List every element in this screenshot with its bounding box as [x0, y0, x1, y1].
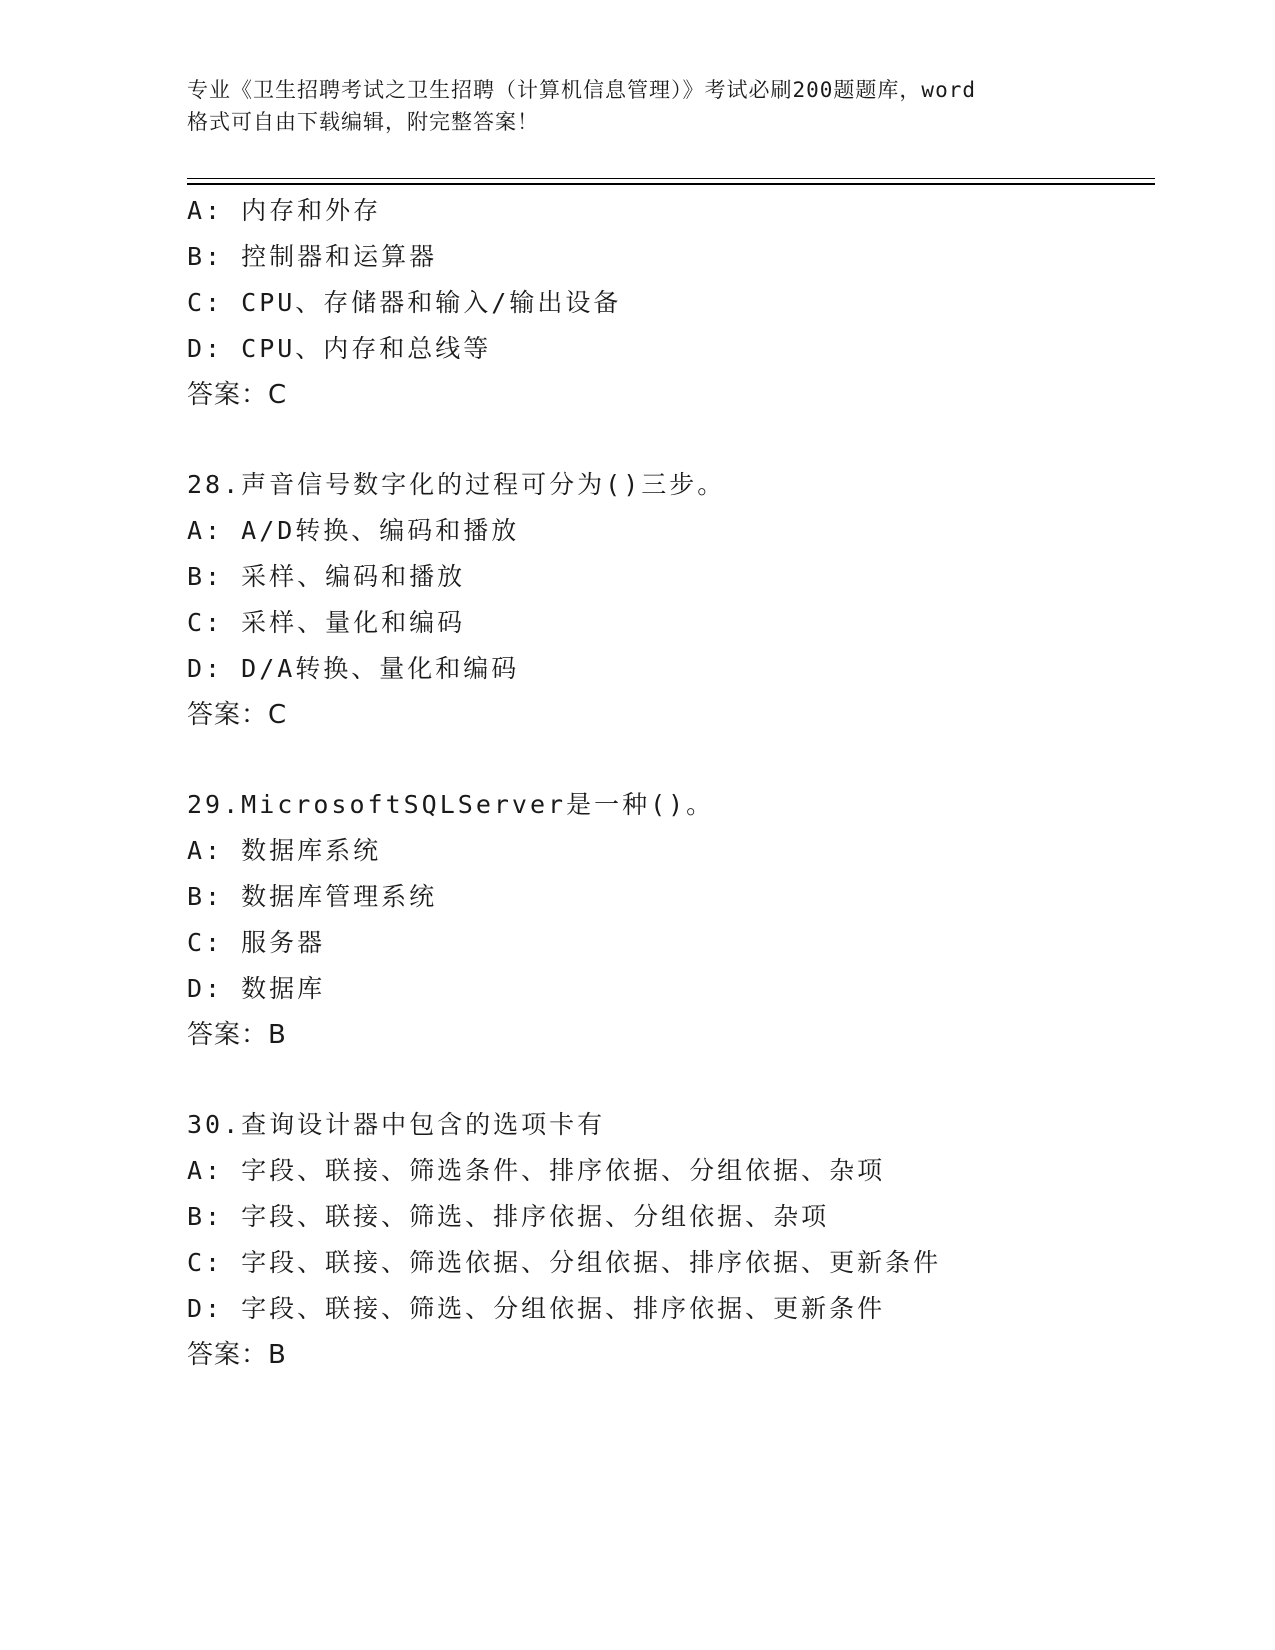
spacer — [187, 1058, 1167, 1102]
option-a: A: 字段、联接、筛选条件、排序依据、分组依据、杂项 — [187, 1156, 886, 1185]
option-a: A: 数据库系统 — [187, 836, 382, 865]
header-line-1: 专业《卫生招聘考试之卫生招聘（计算机信息管理）》考试必刷200题题库，word — [187, 78, 976, 102]
option-c: C: 字段、联接、筛选依据、分组依据、排序依据、更新条件 — [187, 1248, 942, 1277]
option-b: B: 采样、编码和播放 — [187, 562, 466, 591]
question-list — [187, 188, 1167, 1378]
option-d: D: 字段、联接、筛选、分组依据、排序依据、更新条件 — [187, 1294, 886, 1323]
answer-line: 答案：C — [187, 700, 288, 730]
option-c: C: 服务器 — [187, 928, 326, 957]
question-block-28 — [187, 462, 1167, 738]
option-d: D: CPU、内存和总线等 — [187, 334, 492, 363]
answer-line: 答案：C — [187, 380, 288, 410]
question-text: 29.MicrosoftSQLServer是一种()。 — [187, 790, 715, 819]
option-b: B: 控制器和运算器 — [187, 242, 438, 271]
header-line-2: 格式可自由下载编辑，附完整答案！ — [187, 110, 539, 134]
document-header — [187, 74, 1087, 138]
question-text: 28.声音信号数字化的过程可分为()三步。 — [187, 470, 726, 499]
option-b: B: 字段、联接、筛选、排序依据、分组依据、杂项 — [187, 1202, 830, 1231]
answer-line: 答案：B — [187, 1020, 287, 1050]
question-block-29 — [187, 782, 1167, 1058]
option-d: D: D/A转换、量化和编码 — [187, 654, 520, 683]
header-divider-thick — [187, 183, 1155, 185]
spacer — [187, 418, 1167, 462]
option-a: A: 内存和外存 — [187, 196, 382, 225]
option-d: D: 数据库 — [187, 974, 326, 1003]
question-block-27 — [187, 188, 1167, 418]
option-a: A: A/D转换、编码和播放 — [187, 516, 520, 545]
spacer — [187, 738, 1167, 782]
option-c: C: CPU、存储器和输入/输出设备 — [187, 288, 622, 317]
option-b: B: 数据库管理系统 — [187, 882, 438, 911]
question-text: 30.查询设计器中包含的选项卡有 — [187, 1110, 606, 1139]
question-block-30 — [187, 1102, 1167, 1378]
answer-line: 答案：B — [187, 1340, 287, 1370]
option-c: C: 采样、量化和编码 — [187, 608, 466, 637]
header-divider-thin — [187, 178, 1155, 179]
